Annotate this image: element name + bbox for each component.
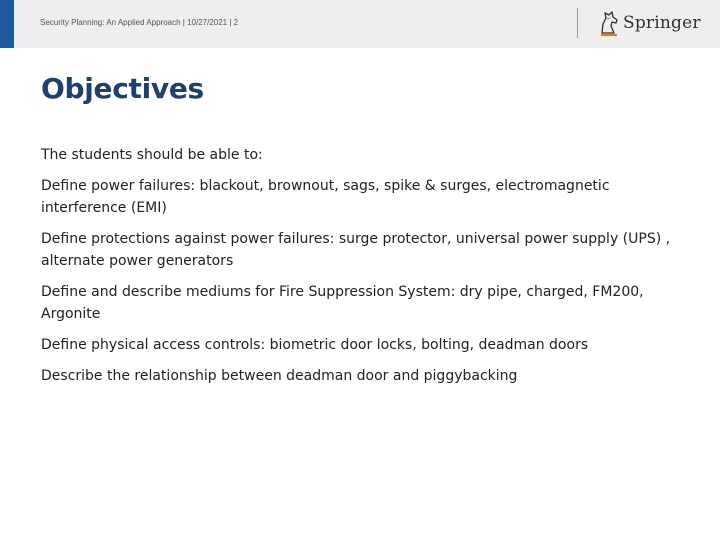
objective-item-1: Define power failures: blackout, brownout, sags, spike & surges, electromagnetic interference (EMI) xyxy=(41,178,610,216)
slide-title: Objectives xyxy=(41,72,204,105)
running-title: Security Planning: An Applied Approach | 10/27/2021 | 2 xyxy=(40,18,239,27)
header-divider xyxy=(577,8,578,38)
objectives-list xyxy=(41,144,681,396)
springer-horse-icon xyxy=(598,9,620,37)
objective-item-5: Describe the relationship between deadman door and piggybacking xyxy=(41,368,518,384)
springer-logo xyxy=(598,9,701,37)
objective-item-2: Define protections against power failures: surge protector, universal power supply (UPS) , alternate power generators xyxy=(41,231,671,269)
header-accent-strip xyxy=(0,0,14,48)
objective-item-3: Define and describe mediums for Fire Suppression System: dry pipe, charged, FM200, Argonite xyxy=(41,284,644,322)
springer-wordmark: Springer xyxy=(623,13,701,33)
objectives-intro: The students should be able to: xyxy=(41,147,263,163)
objective-item-4: Define physical access controls: biometric door locks, bolting, deadman doors xyxy=(41,337,589,353)
